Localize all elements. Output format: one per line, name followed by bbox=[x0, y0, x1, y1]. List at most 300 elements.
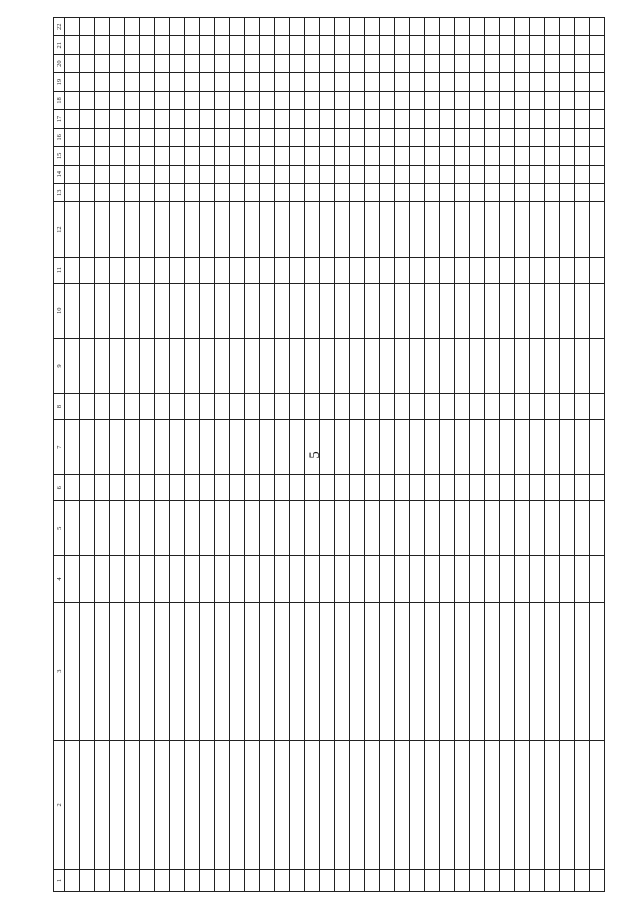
table-cell bbox=[320, 147, 335, 165]
table-cell bbox=[155, 420, 170, 475]
table-cell bbox=[95, 740, 110, 869]
table-cell bbox=[170, 257, 185, 283]
table-cell bbox=[200, 602, 215, 740]
table-cell bbox=[350, 257, 365, 283]
column-number: 5 bbox=[54, 501, 65, 556]
table-cell bbox=[215, 36, 230, 54]
table-cell bbox=[380, 73, 395, 91]
table-cell bbox=[260, 202, 275, 257]
table-cell bbox=[200, 869, 215, 891]
table-cell bbox=[290, 147, 305, 165]
table-cell bbox=[515, 475, 530, 501]
table-cell bbox=[455, 475, 470, 501]
table-cell bbox=[230, 110, 245, 128]
table-cell bbox=[275, 394, 290, 420]
table-cell bbox=[260, 257, 275, 283]
table-cell bbox=[305, 501, 320, 556]
table-cell bbox=[65, 283, 80, 338]
table-cell bbox=[455, 128, 470, 146]
table-cell bbox=[305, 283, 320, 338]
table-cell bbox=[140, 54, 155, 72]
table-cell bbox=[335, 18, 350, 37]
table-cell bbox=[215, 740, 230, 869]
table-cell bbox=[125, 184, 140, 202]
table-cell bbox=[275, 73, 290, 91]
table-cell bbox=[470, 740, 485, 869]
table-cell bbox=[575, 147, 590, 165]
table-cell bbox=[440, 73, 455, 91]
table-cell bbox=[350, 184, 365, 202]
table-cell bbox=[350, 556, 365, 602]
table-cell bbox=[110, 394, 125, 420]
table-cell bbox=[110, 475, 125, 501]
table-cell bbox=[140, 501, 155, 556]
table-cell bbox=[185, 556, 200, 602]
table-cell bbox=[65, 394, 80, 420]
table-cell bbox=[515, 91, 530, 109]
table-row bbox=[95, 18, 110, 892]
table-cell bbox=[440, 475, 455, 501]
table-cell bbox=[485, 147, 500, 165]
table-cell bbox=[95, 475, 110, 501]
table-cell bbox=[170, 420, 185, 475]
table-cell bbox=[80, 202, 95, 257]
table-cell bbox=[380, 202, 395, 257]
table-cell bbox=[170, 18, 185, 37]
table-cell bbox=[395, 283, 410, 338]
table-cell bbox=[545, 283, 560, 338]
table-cell bbox=[65, 420, 80, 475]
table-cell bbox=[155, 283, 170, 338]
table-cell bbox=[110, 501, 125, 556]
table-cell bbox=[545, 501, 560, 556]
table-cell bbox=[200, 147, 215, 165]
table-row bbox=[425, 18, 440, 892]
table-cell bbox=[485, 475, 500, 501]
table-cell bbox=[515, 128, 530, 146]
table-cell bbox=[290, 475, 305, 501]
table-cell bbox=[155, 394, 170, 420]
table-cell bbox=[545, 394, 560, 420]
table-cell bbox=[65, 18, 80, 37]
table-cell bbox=[185, 394, 200, 420]
table-cell bbox=[185, 110, 200, 128]
table-cell bbox=[500, 73, 515, 91]
table-cell bbox=[425, 54, 440, 72]
table-cell bbox=[200, 501, 215, 556]
table-cell bbox=[110, 740, 125, 869]
table-cell bbox=[410, 184, 425, 202]
table-cell bbox=[185, 147, 200, 165]
table-cell bbox=[440, 740, 455, 869]
table-cell bbox=[215, 257, 230, 283]
table-cell bbox=[95, 110, 110, 128]
table-cell bbox=[500, 54, 515, 72]
table-cell bbox=[260, 18, 275, 37]
table-cell bbox=[140, 147, 155, 165]
table-cell bbox=[515, 165, 530, 183]
table-cell bbox=[170, 283, 185, 338]
table-cell bbox=[440, 602, 455, 740]
table-cell bbox=[470, 54, 485, 72]
table-cell bbox=[95, 338, 110, 393]
table-cell bbox=[335, 165, 350, 183]
table-row bbox=[125, 18, 140, 892]
table-cell bbox=[245, 110, 260, 128]
table-cell bbox=[305, 394, 320, 420]
table-cell bbox=[305, 54, 320, 72]
table-cell bbox=[530, 501, 545, 556]
table-cell bbox=[215, 128, 230, 146]
table-cell bbox=[215, 73, 230, 91]
table-cell bbox=[80, 338, 95, 393]
table-cell bbox=[140, 128, 155, 146]
table-cell bbox=[110, 283, 125, 338]
table-cell bbox=[290, 73, 305, 91]
table-cell bbox=[200, 73, 215, 91]
table-cell bbox=[125, 283, 140, 338]
table-cell bbox=[215, 501, 230, 556]
table-cell bbox=[200, 202, 215, 257]
table-cell bbox=[110, 257, 125, 283]
table-cell bbox=[545, 475, 560, 501]
table-cell bbox=[335, 128, 350, 146]
table-cell bbox=[410, 165, 425, 183]
table-cell bbox=[425, 202, 440, 257]
table-cell bbox=[95, 36, 110, 54]
table-cell bbox=[320, 740, 335, 869]
table-cell bbox=[170, 556, 185, 602]
table-cell bbox=[530, 338, 545, 393]
table-row bbox=[530, 18, 545, 892]
table-cell bbox=[260, 184, 275, 202]
table-cell bbox=[545, 147, 560, 165]
table-cell bbox=[470, 147, 485, 165]
table-cell bbox=[320, 501, 335, 556]
table-cell bbox=[575, 202, 590, 257]
table-cell bbox=[590, 18, 605, 37]
table-cell bbox=[410, 73, 425, 91]
table-cell bbox=[515, 184, 530, 202]
table-cell bbox=[320, 475, 335, 501]
table-cell bbox=[335, 257, 350, 283]
table-cell bbox=[515, 73, 530, 91]
table-row bbox=[65, 18, 80, 892]
table-cell bbox=[545, 869, 560, 891]
table-cell bbox=[530, 54, 545, 72]
table-cell bbox=[590, 394, 605, 420]
table-cell bbox=[455, 36, 470, 54]
table-cell bbox=[545, 18, 560, 37]
table-cell bbox=[110, 556, 125, 602]
table-row bbox=[110, 18, 125, 892]
table-cell bbox=[170, 602, 185, 740]
table-cell bbox=[560, 475, 575, 501]
table-cell bbox=[125, 338, 140, 393]
table-cell bbox=[455, 283, 470, 338]
table-cell bbox=[170, 501, 185, 556]
table-cell bbox=[245, 501, 260, 556]
table-cell bbox=[380, 36, 395, 54]
column-number: 21 bbox=[54, 36, 65, 54]
table-cell bbox=[320, 184, 335, 202]
table-cell bbox=[170, 165, 185, 183]
table-cell bbox=[440, 147, 455, 165]
table-cell bbox=[290, 18, 305, 37]
table-cell bbox=[155, 184, 170, 202]
table-cell bbox=[80, 36, 95, 54]
table-cell bbox=[380, 283, 395, 338]
table-row bbox=[200, 18, 215, 892]
column-number: 9 bbox=[54, 338, 65, 393]
table-cell bbox=[260, 73, 275, 91]
table-cell bbox=[200, 128, 215, 146]
table-cell bbox=[425, 165, 440, 183]
table-row bbox=[335, 18, 350, 892]
column-number: 18 bbox=[54, 91, 65, 109]
table-cell bbox=[95, 184, 110, 202]
table-cell bbox=[155, 36, 170, 54]
table-cell bbox=[215, 338, 230, 393]
table-cell bbox=[500, 394, 515, 420]
table-cell bbox=[530, 184, 545, 202]
table-cell bbox=[110, 110, 125, 128]
table-cell bbox=[305, 128, 320, 146]
table-cell bbox=[230, 338, 245, 393]
table-cell bbox=[440, 501, 455, 556]
table-cell bbox=[530, 202, 545, 257]
table-cell bbox=[245, 73, 260, 91]
table-cell bbox=[320, 36, 335, 54]
table-cell bbox=[335, 869, 350, 891]
table-cell bbox=[425, 91, 440, 109]
column-number: 20 bbox=[54, 54, 65, 72]
table-cell bbox=[125, 501, 140, 556]
table-cell bbox=[530, 128, 545, 146]
table-cell bbox=[215, 420, 230, 475]
table-row bbox=[440, 18, 455, 892]
table-cell bbox=[155, 257, 170, 283]
table-cell bbox=[125, 740, 140, 869]
table-cell bbox=[500, 602, 515, 740]
table-cell bbox=[185, 420, 200, 475]
table-cell bbox=[80, 420, 95, 475]
table-cell bbox=[80, 869, 95, 891]
table-cell bbox=[125, 128, 140, 146]
table-cell bbox=[290, 602, 305, 740]
table-cell bbox=[560, 73, 575, 91]
table-cell bbox=[125, 602, 140, 740]
table-cell bbox=[530, 110, 545, 128]
table-cell bbox=[425, 283, 440, 338]
table-cell bbox=[230, 602, 245, 740]
table-cell bbox=[305, 73, 320, 91]
table-cell bbox=[155, 740, 170, 869]
table-cell bbox=[155, 602, 170, 740]
table-cell bbox=[260, 147, 275, 165]
table-cell bbox=[290, 283, 305, 338]
table-cell bbox=[65, 147, 80, 165]
table-cell bbox=[545, 91, 560, 109]
table-cell bbox=[560, 338, 575, 393]
table-cell bbox=[530, 394, 545, 420]
table-cell bbox=[275, 501, 290, 556]
table-cell bbox=[485, 420, 500, 475]
table-cell bbox=[560, 869, 575, 891]
table-cell bbox=[260, 394, 275, 420]
table-cell bbox=[530, 91, 545, 109]
table-cell bbox=[350, 475, 365, 501]
table-cell bbox=[350, 420, 365, 475]
table-cell bbox=[155, 202, 170, 257]
table-cell bbox=[545, 165, 560, 183]
table-cell bbox=[485, 338, 500, 393]
table-cell bbox=[320, 165, 335, 183]
table-cell bbox=[275, 165, 290, 183]
table-cell bbox=[170, 475, 185, 501]
table-cell bbox=[260, 475, 275, 501]
table-cell bbox=[335, 36, 350, 54]
table-cell bbox=[320, 91, 335, 109]
table-cell bbox=[80, 602, 95, 740]
table-cell bbox=[485, 91, 500, 109]
column-number: 15 bbox=[54, 147, 65, 165]
table-cell bbox=[170, 147, 185, 165]
table-cell bbox=[275, 556, 290, 602]
table-cell bbox=[530, 420, 545, 475]
table-cell bbox=[200, 556, 215, 602]
table-cell bbox=[395, 556, 410, 602]
table-cell bbox=[335, 740, 350, 869]
table-cell bbox=[350, 602, 365, 740]
table-cell bbox=[560, 394, 575, 420]
table-cell bbox=[230, 54, 245, 72]
table-cell bbox=[530, 73, 545, 91]
table-cell bbox=[80, 394, 95, 420]
table-cell bbox=[500, 420, 515, 475]
table-cell bbox=[500, 501, 515, 556]
table-cell bbox=[65, 91, 80, 109]
table-cell bbox=[155, 475, 170, 501]
table-cell bbox=[560, 91, 575, 109]
table-cell bbox=[365, 556, 380, 602]
table-cell bbox=[440, 36, 455, 54]
table-cell bbox=[230, 283, 245, 338]
header-row bbox=[54, 18, 65, 892]
table-cell bbox=[125, 73, 140, 91]
table-cell bbox=[155, 73, 170, 91]
table-cell bbox=[560, 36, 575, 54]
table-cell bbox=[440, 869, 455, 891]
table-cell bbox=[470, 257, 485, 283]
table-cell bbox=[590, 36, 605, 54]
table-cell bbox=[365, 54, 380, 72]
column-number: 4 bbox=[54, 556, 65, 602]
table-cell bbox=[125, 147, 140, 165]
table-cell bbox=[230, 556, 245, 602]
table-cell bbox=[230, 394, 245, 420]
table-cell bbox=[65, 338, 80, 393]
table-cell bbox=[515, 54, 530, 72]
table-cell bbox=[425, 740, 440, 869]
table-cell bbox=[245, 475, 260, 501]
table-cell bbox=[590, 283, 605, 338]
table-cell bbox=[515, 36, 530, 54]
table-cell bbox=[470, 338, 485, 393]
table-cell bbox=[530, 147, 545, 165]
table-cell bbox=[245, 394, 260, 420]
table-row bbox=[410, 18, 425, 892]
table-cell bbox=[155, 110, 170, 128]
table-cell bbox=[260, 602, 275, 740]
table-cell bbox=[140, 420, 155, 475]
table-cell bbox=[515, 740, 530, 869]
table-cell bbox=[305, 91, 320, 109]
table-row bbox=[275, 18, 290, 892]
column-number: 16 bbox=[54, 128, 65, 146]
table-cell bbox=[500, 165, 515, 183]
table-cell bbox=[80, 54, 95, 72]
table-cell bbox=[245, 869, 260, 891]
table-cell bbox=[410, 556, 425, 602]
table-cell bbox=[590, 475, 605, 501]
table-cell bbox=[200, 740, 215, 869]
table-cell bbox=[80, 147, 95, 165]
table-cell bbox=[65, 556, 80, 602]
table-cell bbox=[575, 501, 590, 556]
table-cell bbox=[530, 740, 545, 869]
table-cell bbox=[485, 202, 500, 257]
table-cell bbox=[335, 556, 350, 602]
table-cell bbox=[95, 18, 110, 37]
table-cell bbox=[140, 394, 155, 420]
table-cell bbox=[170, 36, 185, 54]
table-cell bbox=[185, 740, 200, 869]
table-cell bbox=[200, 18, 215, 37]
table-cell bbox=[575, 869, 590, 891]
table-cell bbox=[410, 602, 425, 740]
column-number: 10 bbox=[54, 283, 65, 338]
table-row bbox=[545, 18, 560, 892]
table-cell bbox=[185, 73, 200, 91]
table-cell bbox=[215, 869, 230, 891]
table-cell bbox=[500, 18, 515, 37]
table-cell bbox=[245, 165, 260, 183]
table-cell bbox=[455, 602, 470, 740]
table-cell bbox=[380, 394, 395, 420]
table-cell bbox=[290, 740, 305, 869]
table-cell bbox=[455, 420, 470, 475]
table-cell bbox=[380, 602, 395, 740]
table-cell bbox=[275, 54, 290, 72]
table-cell bbox=[455, 91, 470, 109]
table-cell bbox=[575, 420, 590, 475]
table-cell bbox=[95, 165, 110, 183]
table-cell bbox=[110, 147, 125, 165]
table-cell bbox=[590, 257, 605, 283]
table-cell bbox=[185, 869, 200, 891]
table-cell bbox=[590, 869, 605, 891]
table-cell bbox=[530, 283, 545, 338]
table-cell bbox=[425, 257, 440, 283]
table-cell bbox=[515, 420, 530, 475]
table-cell bbox=[560, 740, 575, 869]
table-cell bbox=[500, 91, 515, 109]
table-cell bbox=[290, 202, 305, 257]
table-cell bbox=[170, 394, 185, 420]
column-number: 19 bbox=[54, 73, 65, 91]
table-row bbox=[590, 18, 605, 892]
